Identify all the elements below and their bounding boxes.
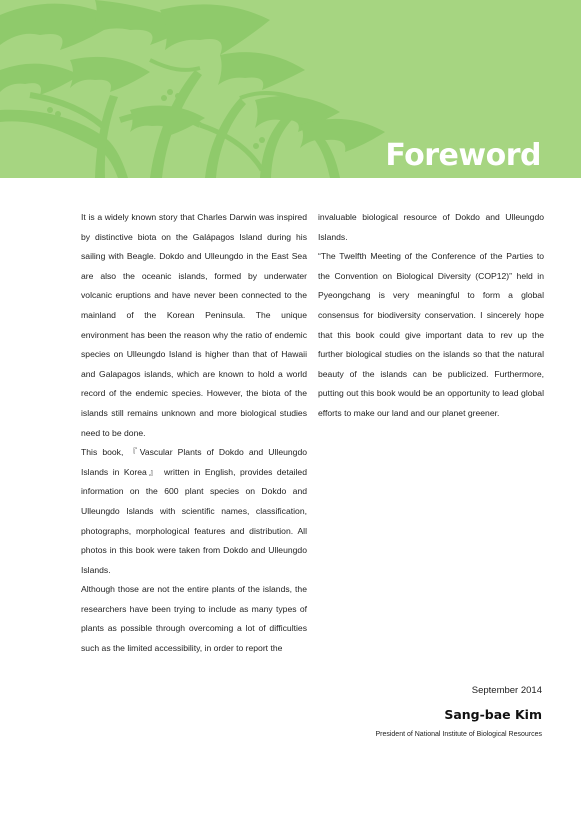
signature-date: September 2014	[471, 685, 542, 696]
signature-position: President of National Institute of Biological Resources	[375, 731, 542, 738]
paragraph: It is a widely known story that Charles Darwin was inspired by distinctive biota on the Galápagos Island during his sailing with Beagle. Dokdo and Ulleungdo in the East Sea are also the oceanic islands, formed by underwater volcanic eruptions and have never been connected to the mainland of the Korean Peninsula. The unique environment has been the reason why the ratio of endemic species on Ulleungdo Island is higher than that of Hawaii and Galapagos islands, which are known to hold a world record of the endemic species. However, the biota of the islands still remains unknown and more biological studies need to be done.	[81, 212, 307, 438]
text-column-left	[81, 208, 307, 659]
paragraph: This book, 『Vascular Plants of Dokdo and Ulleungdo Islands in Korea』 written in English, provides detailed information on the 600 plant species on Dokdo and Ulleungdo Islands with scientific names, classification, photographs, morphological features and distribution. All photos in this book were taken from Dokdo and Ulleungdo Islands.	[81, 447, 307, 575]
signature-name: Sang-bae Kim	[444, 707, 542, 722]
paragraph: Although those are not the entire plants of the islands, the researchers have been trying to include as many types of plants as possible through overcoming a lot of difficulties such as the limited accessibility, in order to report the	[81, 584, 307, 654]
paragraph: “The Twelfth Meeting of the Conference of the Parties to the Convention on Biological Diversity (COP12)” held in Pyeongchang is very meaningful to form a global consensus for biodiversity conservation. I sincerely hope that this book could give important data to rev up the further biological studies on the islands so that the natural beauty of the islands can be publicized. Furthermore, putting out this book would be an opportunity to lead global efforts to make our land and our planet greener.	[318, 251, 544, 418]
text-column-right	[318, 208, 544, 424]
header-banner	[0, 0, 581, 178]
paragraph: invaluable biological resource of Dokdo and Ulleungdo Islands.	[318, 212, 544, 242]
page-title: Foreword	[385, 138, 541, 173]
